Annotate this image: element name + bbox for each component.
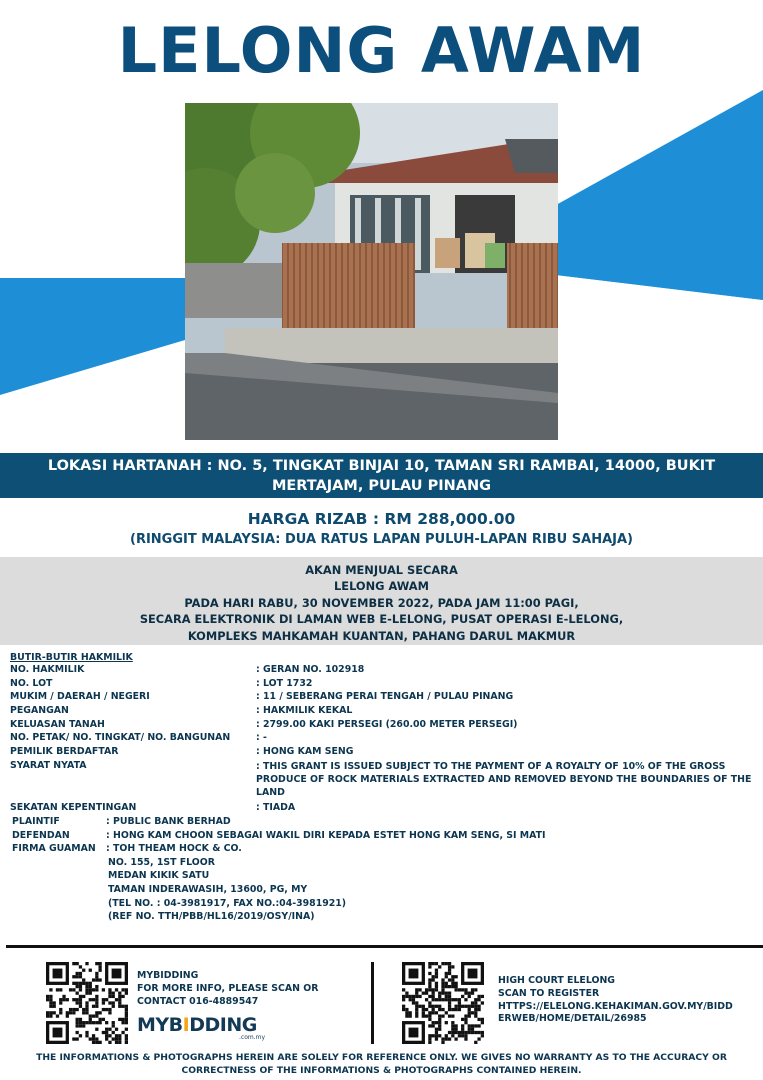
party-key: FIRMA GUAMAN xyxy=(12,843,96,855)
detail-key: KELUASAN TANAH xyxy=(10,718,105,730)
detail-value: : 2799.00 KAKI PERSEGI (260.00 METER PERSEGI) xyxy=(256,718,518,730)
reserve-price-words: (RINGGIT MALAYSIA: DUA RATUS LAPAN PULUH-LAPAN RIBU SAHAJA) xyxy=(130,532,633,547)
property-photo xyxy=(185,103,558,440)
mybidding-contact-line: CONTACT 016-4889547 xyxy=(137,995,259,1007)
party-row xyxy=(12,857,752,871)
reserve-price: HARGA RIZAB : RM 288,000.00 xyxy=(247,510,516,528)
detail-row xyxy=(10,802,760,816)
detail-key: PEGANGAN xyxy=(10,705,69,717)
detail-value: : LOT 1732 xyxy=(256,677,313,689)
elelong-info xyxy=(498,975,748,1026)
party-row xyxy=(12,884,752,898)
party-value: TAMAN INDERAWASIH, 13600, PG, MY xyxy=(108,883,308,895)
party-row xyxy=(12,911,752,925)
party-row xyxy=(12,898,752,912)
logo-text-b: DDING xyxy=(189,1014,257,1036)
logo-text-a: MYBI xyxy=(137,1014,190,1036)
party-value: : HONG KAM CHOON SEBAGAI WAKIL DIRI KEPADA ESTET HONG KAM SENG, SI MATI xyxy=(106,829,546,841)
detail-value: : - xyxy=(256,732,267,744)
auction-notice-line: LELONG AWAM xyxy=(334,579,429,594)
elelong-link[interactable]: HTTPS://ELELONG.KEHAKIMAN.GOV.MY/BIDD xyxy=(498,1000,733,1012)
detail-row xyxy=(10,705,760,719)
party-row xyxy=(12,816,752,830)
mybidding-qr-code[interactable] xyxy=(46,962,128,1044)
detail-row xyxy=(10,760,760,802)
elelong-link[interactable]: ERWEB/HOME/DETAIL/26985 xyxy=(498,1013,647,1025)
party-value: MEDAN KIKIK SATU xyxy=(108,870,210,882)
party-key: PLAINTIF xyxy=(12,816,60,827)
detail-key: NO. PETAK/ NO. TINGKAT/ NO. BANGUNAN xyxy=(10,732,231,744)
party-value: (REF NO. TTH/PBB/HL16/2019/OSY/INA) xyxy=(108,911,315,923)
party-key: DEFENDAN xyxy=(12,829,70,841)
detail-value: : THIS GRANT IS ISSUED SUBJECT TO THE PAYMENT OF A ROYALTY OF 10% OF THE GROSS PRODUCE OF ROCK MATERIALS EXTRACTED AND REMOVED BEYOND THE BOUNDARIES OF THE LAND xyxy=(256,760,752,798)
party-row xyxy=(12,830,752,844)
detail-value: : GERAN NO. 102918 xyxy=(256,664,365,675)
party-value: NO. 155, 1ST FLOOR xyxy=(108,856,215,868)
detail-value: : HAKMILIK KEKAL xyxy=(256,705,353,717)
detail-row xyxy=(10,664,760,678)
elelong-info-line: SCAN TO REGISTER xyxy=(498,987,600,999)
disclaimer: THE INFORMATIONS & PHOTOGRAPHS HEREIN ARE SOLELY FOR REFERENCE ONLY. WE GIVES NO WARRANTY AS TO THE ACCURACY OR CORRECTNESS OF THE INFORMATIONS & PHOTOGRAPHS CONTAINED HEREIN. xyxy=(36,1052,727,1076)
detail-row xyxy=(10,746,760,760)
elelong-qr-code[interactable] xyxy=(402,962,484,1044)
parties-section xyxy=(12,816,752,925)
party-value: : TOH THEAM HOCK & CO. xyxy=(106,843,242,855)
elelong-info-line: HIGH COURT ELELONG xyxy=(498,975,615,986)
auction-notice-line: KOMPLEKS MAHKAMAH KUANTAN, PAHANG DARUL MAKMUR xyxy=(187,628,576,643)
auction-notice-line: PADA HARI RABU, 30 NOVEMBER 2022, PADA JAM 11:00 PAGI, xyxy=(184,595,579,610)
detail-row xyxy=(10,732,760,746)
auction-notice-line: AKAN MENJUAL SECARA xyxy=(305,563,458,577)
detail-key: NO. LOT xyxy=(10,677,53,689)
detail-key: PEMILIK BERDAFTAR xyxy=(10,746,119,758)
party-value: (TEL NO. : 04-3981917, FAX NO.:04-3981921) xyxy=(108,897,347,909)
logo-subtext: .com.my xyxy=(239,1034,266,1041)
footer-divider xyxy=(6,945,763,948)
mybidding-contact xyxy=(137,970,337,1008)
party-value: : PUBLIC BANK BERHAD xyxy=(106,816,231,827)
detail-key: SYARAT NYATA xyxy=(10,759,87,771)
mybidding-logo-text xyxy=(137,1014,277,1036)
detail-value: : TIADA xyxy=(256,801,296,813)
mybidding-contact-line: MYBIDDING xyxy=(137,970,199,981)
party-row xyxy=(12,843,752,857)
details-heading: BUTIR-BUTIR HAKMILIK xyxy=(10,652,133,663)
page-title: LELONG AWAM xyxy=(117,14,646,87)
detail-value: : HONG KAM SENG xyxy=(256,746,354,758)
detail-value: : 11 / SEBERANG PERAI TENGAH / PULAU PINANG xyxy=(256,691,514,703)
detail-row xyxy=(10,678,760,692)
detail-key: SEKATAN KEPENTINGAN xyxy=(10,801,137,813)
auction-notice xyxy=(0,557,763,645)
title-details xyxy=(10,651,760,816)
detail-key: NO. HAKMILIK xyxy=(10,664,85,675)
footer-vertical-divider xyxy=(371,962,374,1044)
party-row xyxy=(12,870,752,884)
auction-notice-line: SECARA ELEKTRONIK DI LAMAN WEB E-LELONG, PUSAT OPERASI E-LELONG, xyxy=(139,612,624,627)
mybidding-contact-line: FOR MORE INFO, PLEASE SCAN OR xyxy=(137,982,319,994)
mybidding-logo xyxy=(137,1014,277,1044)
detail-key: MUKIM / DAERAH / NEGERI xyxy=(10,691,150,703)
location-band: LOKASI HARTANAH : NO. 5, TINGKAT BINJAI 10, TAMAN SRI RAMBAI, 14000, BUKIT MERTAJAM, PULAU PINANG xyxy=(0,453,763,498)
detail-row xyxy=(10,691,760,705)
detail-row xyxy=(10,719,760,733)
